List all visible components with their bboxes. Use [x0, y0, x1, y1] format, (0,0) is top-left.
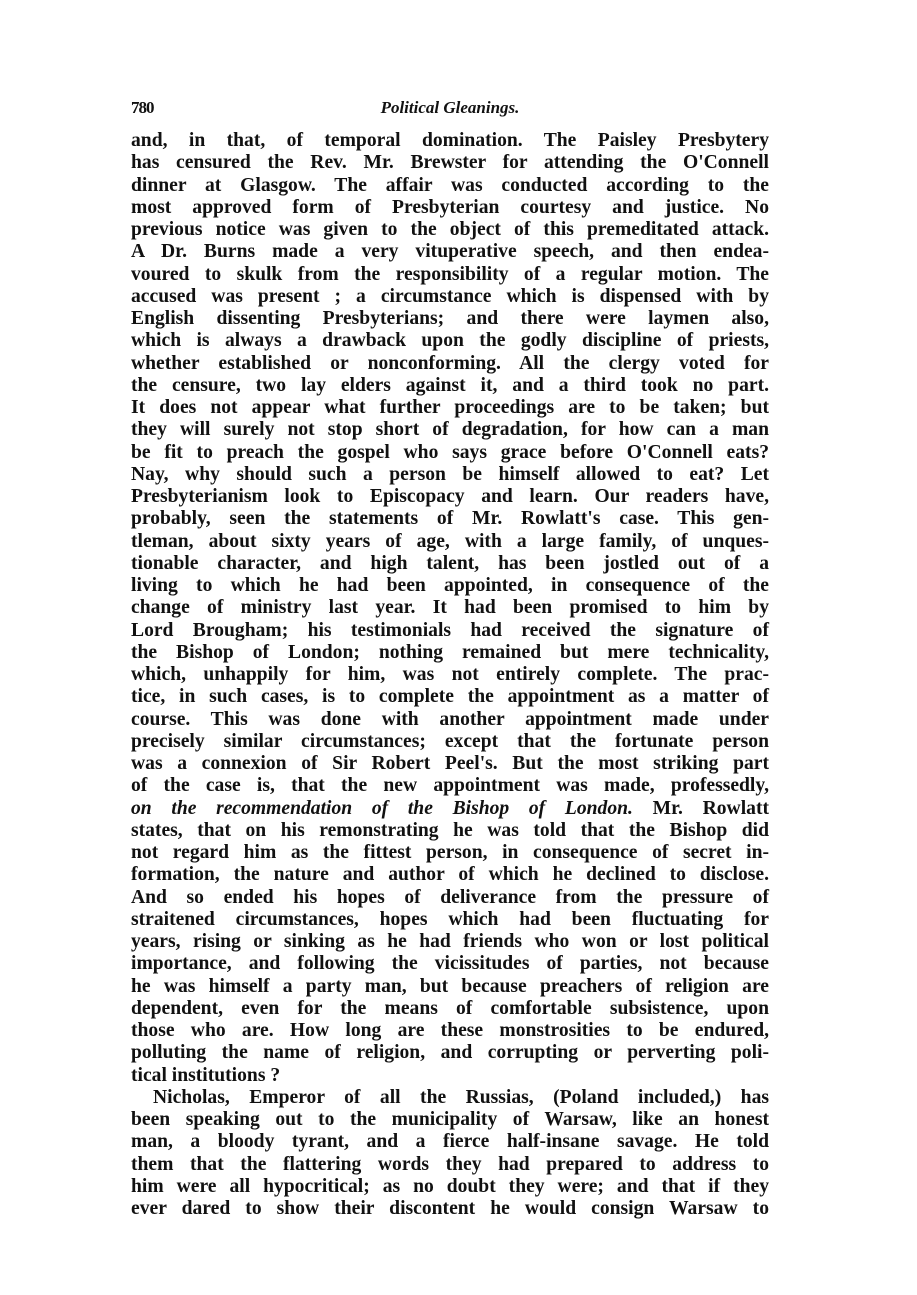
text-line: they will surely not stop short of degradation, for how can a man: [131, 419, 769, 441]
text-line: of the case is, that the new appointment was made, professedly,: [131, 775, 769, 797]
text-line: importance, and following the vicissitudes of parties, not because: [131, 953, 769, 975]
text-line: tleman, about sixty years of age, with a large family, of unques-: [131, 530, 769, 552]
text-line: voured to skulk from the responsibility of a regular motion. The: [131, 263, 769, 285]
text-line: A Dr. Burns made a very vituperative speech, and then endea-: [131, 241, 769, 263]
paragraph-rowlatt: [131, 130, 769, 1087]
italic-phrase-rest: Mr. Rowlatt: [632, 797, 769, 819]
text-line: the Bishop of London; nothing remained but mere technicality,: [131, 641, 769, 663]
running-title: Political Gleanings.: [380, 98, 520, 117]
text-line: accused was present ; a circumstance which is dispensed with by: [131, 285, 769, 307]
text-line: course. This was done with another appointment made under: [131, 708, 769, 730]
text-line: Nay, why should such a person be himself allowed to eat? Let: [131, 463, 769, 485]
text-line: those who are. How long are these monstrosities to be endured,: [131, 1020, 769, 1041]
text-line: change of ministry last year. It had been promised to him by: [131, 597, 769, 619]
text-line: previous notice was given to the object of this premeditated attack.: [131, 219, 769, 240]
text-line: formation, the nature and author of which he declined to disclose.: [131, 864, 769, 886]
text-line: which, unhappily for him, was not entirely complete. The prac-: [131, 664, 769, 685]
text-line: be fit to preach the gospel who says grace before O'Connell eats?: [131, 441, 769, 463]
text-line: was a connexion of Sir Robert Peel's. But the most striking part: [131, 753, 769, 774]
text-line: It does not appear what further proceedings are to be taken; but: [131, 397, 769, 418]
document-page: [131, 96, 769, 1220]
text-line: dependent, even for the means of comfortable subsistence, upon: [131, 997, 769, 1019]
text-line: Nicholas, Emperor of all the Russias, (Poland included,) has: [153, 1086, 769, 1108]
text-line: Lord Brougham; his testimonials had received the signature of: [131, 619, 769, 641]
text-line: living to which he had been appointed, in consequence of the: [131, 575, 769, 596]
body-text: [131, 130, 769, 1220]
text-line: most approved form of Presbyterian courtesy and justice. No: [131, 196, 769, 218]
text-line-italic: [131, 798, 769, 820]
text-line: Presbyterianism look to Episcopacy and learn. Our readers have,: [131, 486, 769, 507]
italic-phrase: on the recommendation of the Bishop of London.: [131, 797, 633, 819]
page-number: 780: [131, 98, 154, 117]
text-line: precisely similar circumstances; except that the fortunate person: [131, 730, 769, 752]
text-line: And so ended his hopes of deliverance from the pressure of: [131, 886, 769, 908]
text-line: which is always a drawback upon the godly discipline of priests,: [131, 330, 769, 352]
text-line: tical institutions ?: [131, 1064, 281, 1086]
text-line: and, in that, of temporal domination. The Paisley Presbytery: [131, 130, 769, 151]
text-line: probably, seen the statements of Mr. Rowlatt's case. This gen-: [131, 508, 769, 530]
running-head: [131, 96, 769, 122]
text-line: whether established or nonconforming. All the clergy voted for: [131, 352, 769, 374]
text-line: straitened circumstances, hopes which had been fluctuating for: [131, 908, 769, 930]
text-line: them that the flattering words they had prepared to address to: [131, 1153, 769, 1175]
text-line: English dissenting Presbyterians; and there were laymen also,: [131, 308, 769, 329]
text-line: dinner at Glasgow. The affair was conducted according to the: [131, 174, 769, 196]
text-line: he was himself a party man, but because preachers of religion are: [131, 975, 769, 997]
text-line: man, a bloody tyrant, and a fierce half-insane savage. He told: [131, 1131, 769, 1153]
text-line: states, that on his remonstrating he was told that the Bishop did: [131, 819, 769, 841]
text-line: tionable character, and high talent, has been jostled out of a: [131, 552, 769, 574]
text-line: him were all hypocritical; as no doubt they were; and that if they: [131, 1175, 769, 1197]
text-line: not regard him as the fittest person, in consequence of secret in-: [131, 842, 769, 863]
text-line: the censure, two lay elders against it, and a third took no part.: [131, 374, 769, 396]
text-line: has censured the Rev. Mr. Brewster for attending the O'Connell: [131, 152, 769, 174]
text-line: years, rising or sinking as he had friends who won or lost political: [131, 931, 769, 952]
paragraph-nicholas: [131, 1087, 769, 1221]
text-line: been speaking out to the municipality of Warsaw, like an honest: [131, 1109, 769, 1130]
text-line: tice, in such cases, is to complete the appointment as a matter of: [131, 686, 769, 708]
text-line: polluting the name of religion, and corrupting or perverting poli-: [131, 1042, 769, 1064]
text-line: ever dared to show their discontent he would consign Warsaw to: [131, 1198, 769, 1219]
